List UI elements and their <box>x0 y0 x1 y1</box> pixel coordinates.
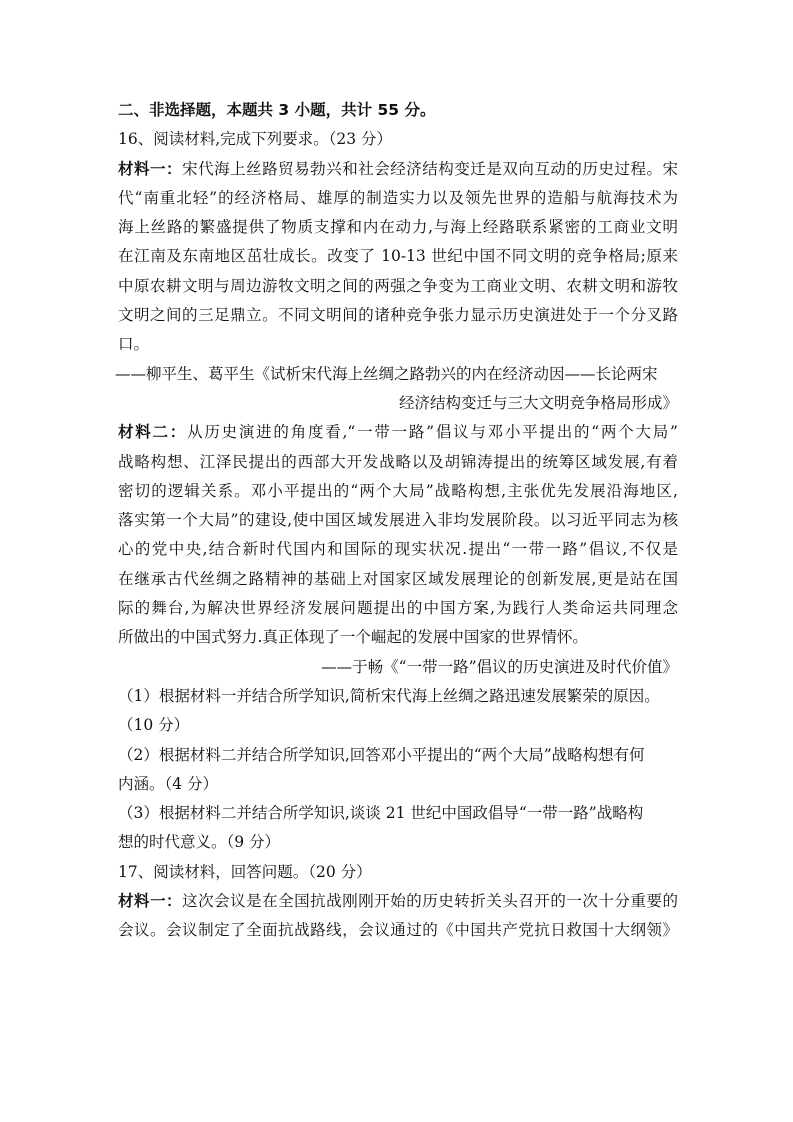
q16-m2-line: 所做出的中国式努力.真正体现了一个崛起的发展中国家的世界情怀。 <box>118 628 588 647</box>
q16-subquestion: 想的时代意义。（9 分） <box>118 833 281 852</box>
material-label: 材料一： <box>118 892 183 911</box>
q16-m1-line: 材料一：宋代海上丝路贸易勃兴和社会经济结构变迁是双向互动的历史过程。宋 <box>118 159 678 178</box>
q16-m1-line: 口。 <box>118 335 150 354</box>
q16-m2-line: 际的舞台,为解决世界经济发展问题提出的中国方案,为践行人类命运共同理念 <box>118 599 678 618</box>
q16-m2-line: 材料二：从历史演进的角度看,“一带一路”倡议与邓小平提出的“两个大局” <box>118 423 678 442</box>
q16-m2-line: 在继承古代丝绸之路精神的基础上对国家区域发展理论的创新发展,更是站在国 <box>118 569 678 588</box>
section-heading: 二、非选择题，本题共 3 小题，共计 55 分。 <box>118 101 436 119</box>
q16-m1-line: 中原农耕文明与周边游牧文明之间的两强之争变为工商业文明、农耕文明和游牧 <box>118 276 678 295</box>
q16-m1-line: 代“南重北轻”的经济格局、雄厚的制造实力以及领先世界的造船与航海技术为 <box>118 188 678 207</box>
q16-m2-line: 心的党中央,结合新时代国内和国际的现实状况.提出“一带一路”倡议,不仅是 <box>118 540 678 559</box>
material-label: 材料一： <box>118 159 183 178</box>
q16-m2-line: 战略构想、江泽民提出的西部大开发战略以及胡锦涛提出的统筹区域发展,有着 <box>118 452 678 471</box>
q16-m2-line: 密切的逻辑关系。邓小平提出的“两个大局”战略构想,主张优先发展沿海地区, <box>118 481 678 500</box>
q16-m1-source: ——柳平生、葛平生《试析宋代海上丝绸之路勃兴的内在经济动因——长论两宋 <box>115 364 658 383</box>
q16-m1-line: 海上丝路的繁盛提供了物质支撑和内在动力,与海上经路联系紧密的工商业文明 <box>118 218 678 237</box>
document-page <box>115 96 678 946</box>
q16-subquestion: 内涵。（4 分） <box>118 774 219 793</box>
q17-m1-line: 会议。会议制定了全面抗战路线，会议通过的《中国共产党抗日救国十大纲领》 <box>118 921 678 940</box>
q16-m1-source-cont: 经济结构变迁与三大文明竞争格局形成》 <box>398 393 678 412</box>
q16-title: 16、阅读材料,完成下列要求。（23 分） <box>118 130 393 149</box>
material-label: 材料二： <box>118 423 188 442</box>
q17-m1-line: 材料一：这次会议是在全国抗战刚刚开始的历史转折关头召开的一次十分重要的 <box>118 892 678 911</box>
q16-subquestion: （1）根据材料一并结合所学知识,简析宋代海上丝绸之路迅速发展繁荣的原因。 <box>118 686 660 705</box>
q16-m1-line: 在江南及东南地区茁壮成长。改变了 10-13 世纪中国不同文明的竞争格局;原来 <box>118 247 678 266</box>
q16-m2-line: 落实第一个大局”的建设,使中国区域发展进入非均发展阶段。以习近平同志为核 <box>118 511 678 530</box>
q16-subquestion: （2）根据材料二并结合所学知识,回答邓小平提出的“两个大局”战略构想有何 <box>118 745 645 764</box>
q17-title: 17、阅读材料，回答问题。（20 分） <box>118 862 372 881</box>
q16-subquestion: （10 分） <box>118 716 190 735</box>
q16-subquestion: （3）根据材料二并结合所学知识,谈谈 21 世纪中国政倡导“一带一路”战略构 <box>118 804 644 823</box>
q16-m1-line: 文明之间的三足鼎立。不同文明间的诸种竞争张力显示历史演进处于一个分叉路 <box>118 306 678 325</box>
q16-m2-source: ——于畅《“一带一路”倡议的历史演进及时代价值》 <box>321 657 678 676</box>
